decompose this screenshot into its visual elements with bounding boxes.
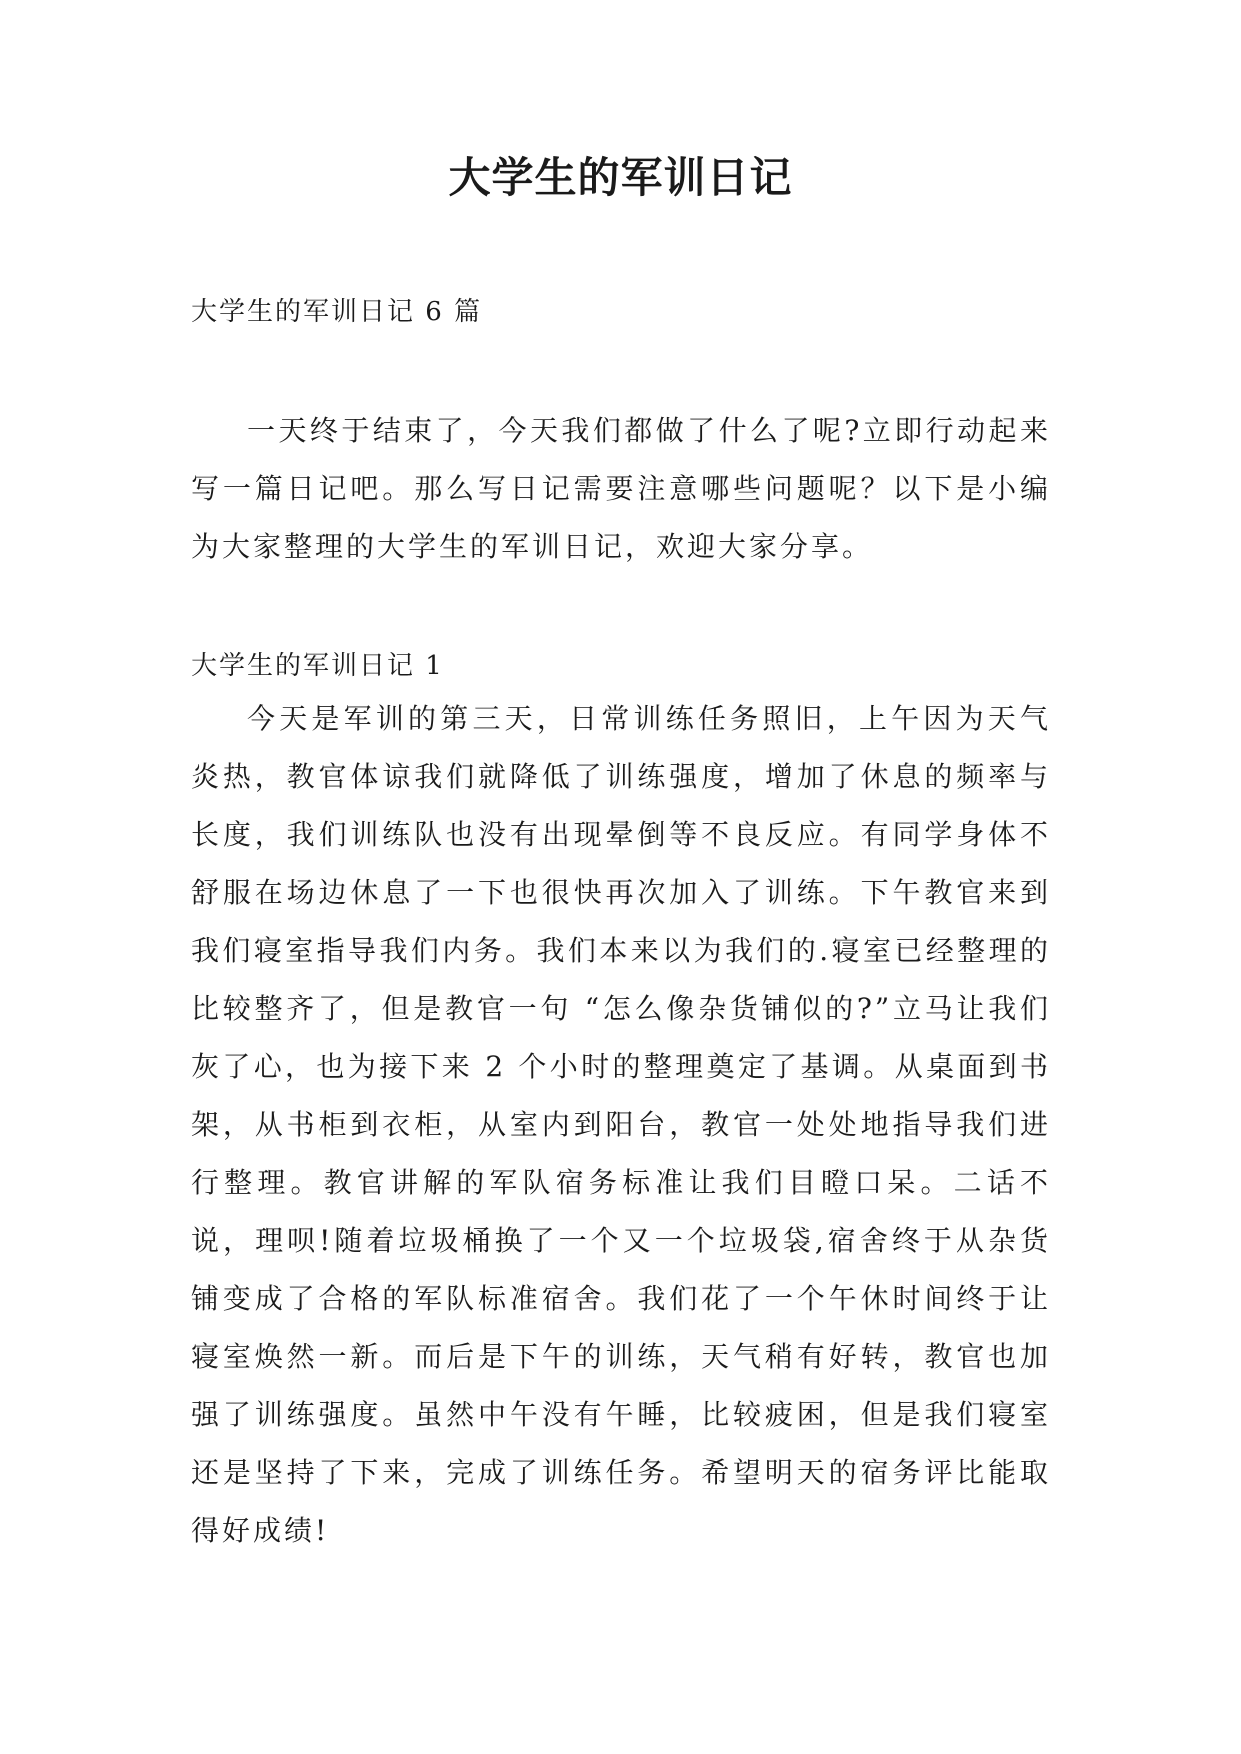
intro-paragraph: 一天终于结束了，今天我们都做了什么了呢?立即行动起来写一篇日记吧。那么写日记需要注意哪些问题呢？以下是小编为大家整理的大学生的军训日记，欢迎大家分享。 [191,414,1051,563]
section-body-paragraph: 今天是军训的第三天，日常训练任务照旧，上午因为天气炎热，教官体谅我们就降低了训练强度，增加了休息的频率与长度，我们训练队也没有出现晕倒等不良反应。有同学身体不舒服在场边休息了一下也很快再次加入了训练。下午教官来到我们寝室指导我们内务。我们本来以为我们的.寝室已经整理的比较整齐了，但是教官一句 “怎么像杂货铺似的?”立马让我们灰了心，也为接下来 2 个小时的整理奠定了基调。从桌面到书架，从书柜到衣柜，从室内到阳台，教官一处处地指导我们进行整理。教官讲解的军队宿务标准让我们目瞪口呆。二话不说，理呗!随着垃圾桶换了一个又一个垃圾袋,宿舍终于从杂货铺变成了合格的军队标准宿舍。我们花了一个午休时间终于让寝室焕然一新。而后是下午的训练，天气稍有好转，教官也加强了训练强度。虽然中午没有午睡，比较疲困，但是我们寝室还是坚持了下来，完成了训练任务。希望明天的宿务评比能取得好成绩! [191,702,1051,1547]
section-heading: 大学生的军训日记 1 [191,651,444,681]
document-subtitle: 大学生的军训日记 6 篇 [191,297,483,327]
document-title: 大学生的军训日记 [448,153,793,202]
